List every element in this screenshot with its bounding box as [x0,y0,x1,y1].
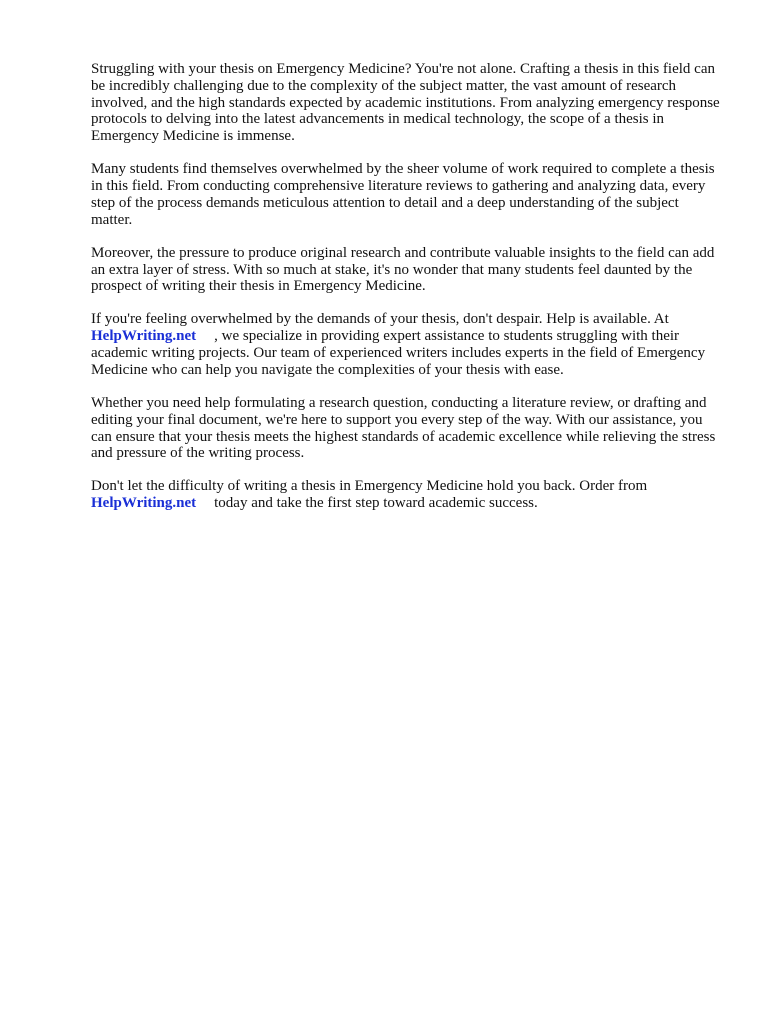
helpwriting-link[interactable]: HelpWriting.net [91,328,197,345]
paragraph-help-text-before: If you're feeling overwhelmed by the demands of your thesis, don't despair. Help is available. At [91,311,669,328]
paragraph-order [91,478,723,512]
paragraph-overwhelmed: Many students find themselves overwhelmed by the sheer volume of work required to complete a thesis in this field. From conducting comprehensive literature reviews to gathering and analyzing data, every step of the process demands meticulous attention to detail and a deep understanding of the subject matter. [91,161,715,228]
helpwriting-order-link[interactable]: HelpWriting.net [91,495,197,512]
paragraph-intro: Struggling with your thesis on Emergency Medicine? You're not alone. Crafting a thesis in this field can be incredibly challenging due to the complexity of the subject matter, the vast amount of research involved, and the high standards expected by academic institutions. From analyzing emergency response protocols to delving into the latest advancements in medical technology, the scope of a thesis in Emergency Medicine is immense. [91,61,720,145]
document-body [91,61,723,528]
paragraph-help-text-after: , we specialize in providing expert assistance to students struggling with their academic writing projects. Our team of experienced writers includes experts in the field of Emergency Medicine who can help you navigate the complexities of your thesis with ease. [91,328,706,378]
paragraph-help [91,311,723,378]
paragraph-services: Whether you need help formulating a research question, conducting a literature review, or drafting and editing your final document, we're here to support you every step of the way. With our assistance, you can ensure that your thesis meets the highest standards of academic excellence while relieving the stress and pressure of the writing process. [91,394,716,462]
paragraph-order-text-after: today and take the first step toward academic success. [214,495,538,512]
paragraph-order-text-before: Don't let the difficulty of writing a thesis in Emergency Medicine hold you back. Order from [91,478,648,495]
paragraph-pressure: Moreover, the pressure to produce original research and contribute valuable insights to the field can add an extra layer of stress. With so much at stake, it's no wonder that many students feel daunted by the prospect of writing their thesis in Emergency Medicine. [91,244,715,295]
